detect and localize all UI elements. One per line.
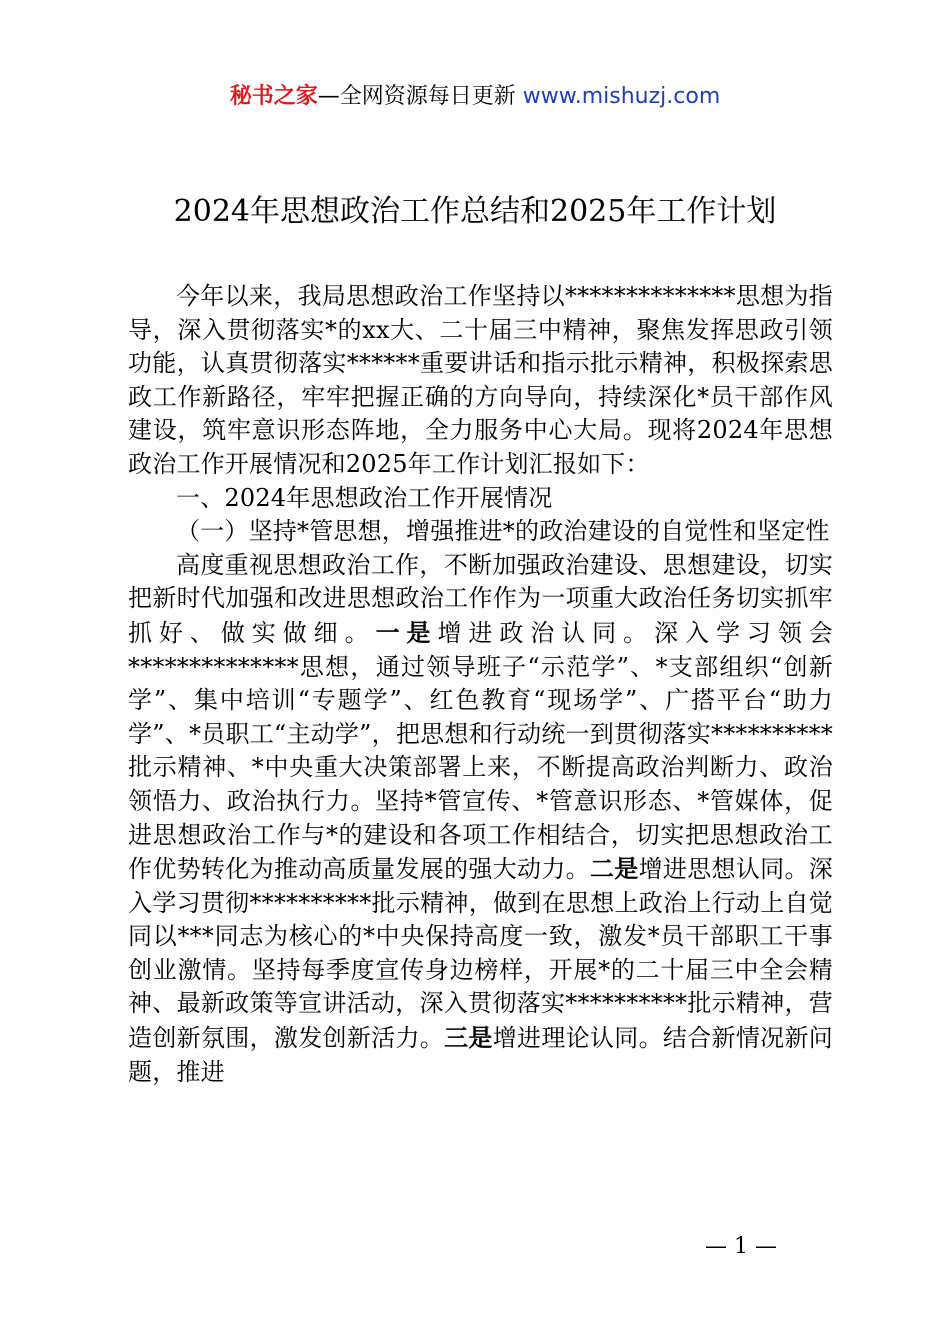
document-body (128, 280, 833, 1089)
point-marker: 二是 (589, 854, 639, 884)
subsection-heading: （一）坚持*管思想，增强推进*的政治建设的自觉性和坚定性 (176, 517, 830, 546)
paragraph-text: 增进政治认同。深入学习领会**************思想，通过领导班子“示范学”、*支部组织“创新学”、集中培训“专题学”、红色教育“现场学”、广搭平台“助力学”、*员职工“主动学”，把思想和行动统一到贯彻落实**********批示精神、*中央重大决策部署上来，不断提高政治判断力、政治领悟力、政治执行力。坚持*管宣传、*管意识形态、*管媒体，促进思想政治工作与*的建设和各项工作相结合，切实把思想政治工作优势转化为推动高质量发展的强大动力。 (128, 618, 833, 884)
paragraph-text: 高度重视思想政治工作，不断加强政治建设、思想建设，切实把新时代加强和改进思想政治工作作为一项重大政治任务切实抓牢抓好、做实做细。 (128, 550, 833, 647)
banner-tagline: —全网资源每日更新 (317, 84, 523, 109)
intro-paragraph: 今年以来，我局思想政治工作坚持以**************思想为指导，深入贯彻落实*的xx大、二十届三中精神，聚焦发挥思政引领功能，认真贯彻落实******重要讲话和指示批示精神，积极探索思政工作新路径，牢牢把握正确的方向导向，持续深化*员干部作风建设，筑牢意识形态阵地，全力服务中心大局。现将2024年思想政治工作开展情况和2025年工作计划汇报如下： (128, 282, 833, 478)
point-marker: 三是 (444, 1023, 493, 1053)
paragraph-text: 增进理论认同。结合新情况新问题，推进 (128, 1024, 833, 1086)
section-heading: 一、2024年思想政治工作开展情况 (176, 483, 553, 512)
document-title: 2024年思想政治工作总结和2025年工作计划 (173, 194, 777, 229)
banner-url: www.mishuzj.com (522, 84, 721, 109)
content-paragraph (128, 549, 833, 1090)
page-number: — 1 — (705, 1234, 777, 1259)
banner-brand: 秘书之家 (229, 84, 318, 109)
site-banner (0, 82, 950, 112)
point-marker: 一是 (375, 617, 438, 647)
paragraph-text: 增进思想认同。深入学习贯彻**********批示精神，做到在思想上政治上行动上自觉同以***同志为核心的*中央保持高度一致，激发*员干部职工干事创业激情。坚持每季度宣传身边榜样，开展*的二十届三中全会精神、最新政策等宣讲活动，深入贯彻落实**********批示精神，营造创新氛围，激发创新活力。 (128, 855, 833, 1053)
